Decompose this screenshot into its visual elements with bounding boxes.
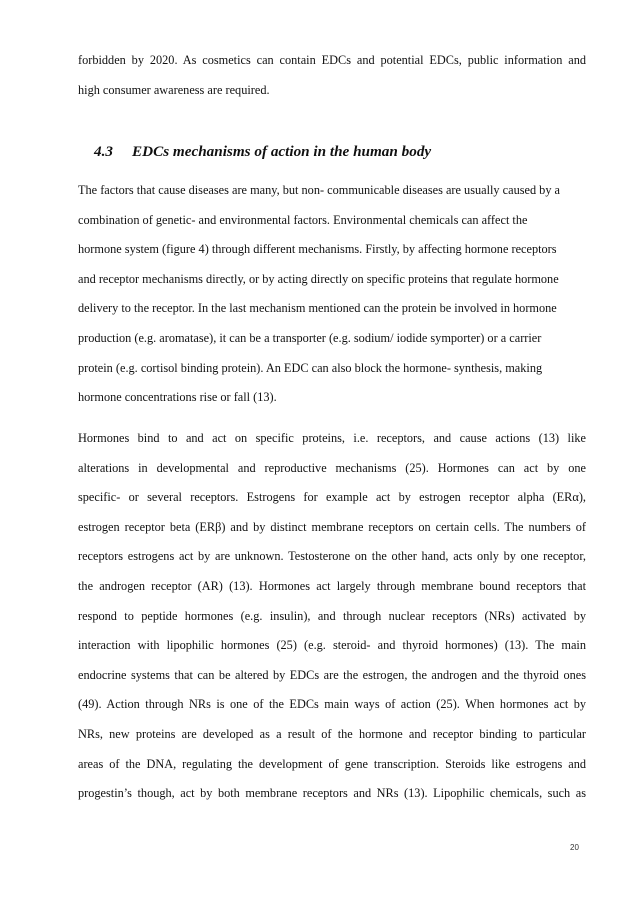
paragraph-line: progestin’s though, act by both membrane receptors and NRs (13). Lipophilic chemicals, such as [78,786,586,801]
paragraph-line: production (e.g. aromatase), it can be a transporter (e.g. sodium/ iodide symporter) or a carrier [78,330,542,345]
section-heading [94,143,431,161]
paragraph-2 [78,424,586,809]
paragraph-line: areas of the DNA, regulating the development of gene transcription. Steroids like estrogens and [78,756,586,771]
paragraph-line: estrogen receptor beta (ERβ) and by distinct membrane receptors on certain cells. The numbers of [78,519,586,534]
paragraph-line: hormone system (figure 4) through different mechanisms. Firstly, by affecting hormone receptors [78,242,557,257]
paragraph-line: receptors estrogens act by are unknown. Testosterone on the other hand, acts only by one receptor, [78,549,586,564]
paragraph-1 [78,176,586,413]
paragraph-line: The factors that cause diseases are many, but non- communicable diseases are usually caused by a [78,183,561,197]
paragraph-line: the androgen receptor (AR) (13). Hormones act largely through membrane bound receptors that [78,578,586,593]
paragraph-line: hormone concentrations rise or fall (13). [78,390,277,405]
paragraph-line: (49). Action through NRs is one of the EDCs main ways of action (25). When hormones act by [78,697,586,712]
paragraph-line: interaction with lipophilic hormones (25) (e.g. steroid- and thyroid hormones) (13). The main [78,638,586,653]
paragraph-line: respond to peptide hormones (e.g. insulin), and through nuclear receptors (NRs) activated by [78,608,586,623]
section-number: 4.3 [94,143,113,160]
intro-paragraph [78,46,586,105]
section-title: EDCs mechanisms of action in the human body [132,143,432,160]
paragraph-line: and receptor mechanisms directly, or by acting directly on specific proteins that regulate hormone [78,271,559,286]
paragraph-line: Hormones bind to and act on specific proteins, i.e. receptors, and cause actions (13) like [78,431,586,445]
paragraph-line: endocrine systems that can be altered by EDCs are the estrogen, the androgen and the thyroid ones [78,667,586,682]
paragraph-line: alterations in developmental and reproductive mechanisms (25). Hormones can act by one [78,460,586,475]
page-number: 20 [570,843,579,852]
paragraph-line: forbidden by 2020. As cosmetics can contain EDCs and potential EDCs, public information and [78,53,586,67]
paragraph-line: combination of genetic- and environmental factors. Environmental chemicals can affect the [78,212,528,227]
paragraph-line: delivery to the receptor. In the last mechanism mentioned can the protein be involved in hormone [78,301,557,316]
paragraph-line: NRs, new proteins are developed as a result of the hormone and receptor binding to particular [78,726,586,741]
paragraph-line: high consumer awareness are required. [78,82,270,97]
paragraph-line: specific- or several receptors. Estrogens for example act by estrogen receptor alpha (ERα), [78,490,586,505]
paragraph-line: protein (e.g. cortisol binding protein). An EDC can also block the hormone- synthesis, making [78,360,543,375]
